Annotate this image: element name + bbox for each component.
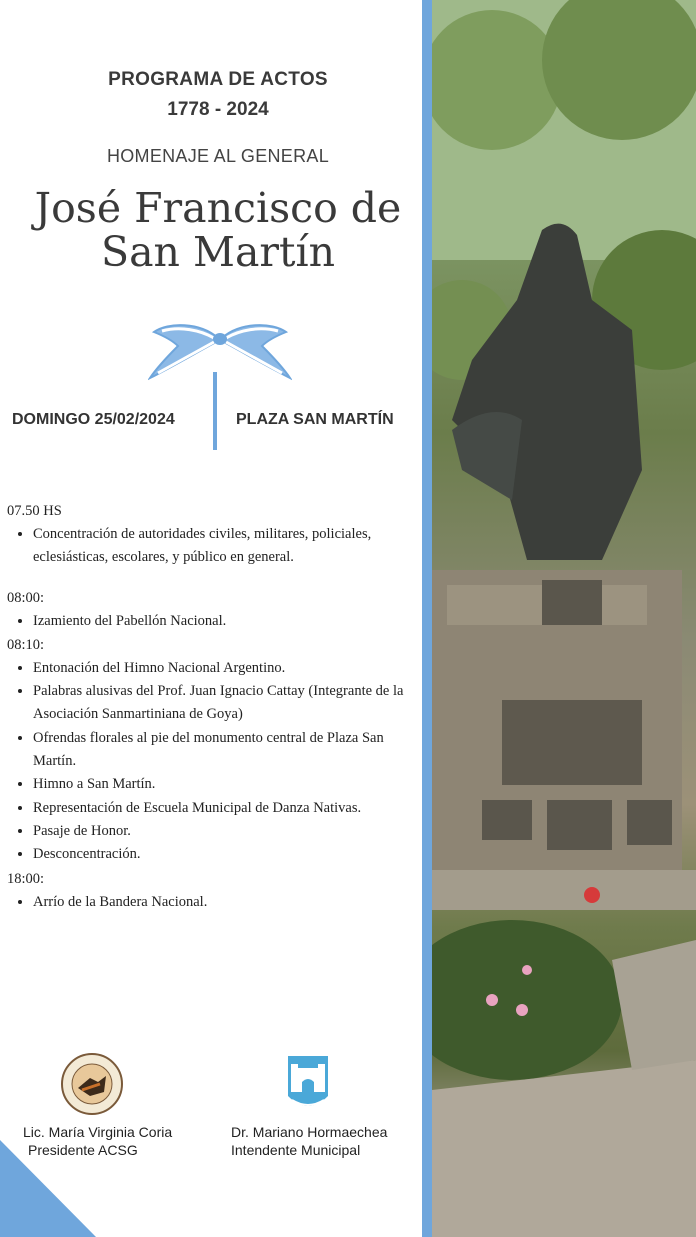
schedule-item: • Palabras alusivas del Prof. Juan Ignacio Cattay (Integrante de la Asociación Sanmartiniana de Goya) (33, 680, 417, 727)
schedule-time: 08:10: (7, 636, 45, 653)
schedule-item: • Entonación del Himno Nacional Argentino. (33, 657, 417, 680)
corner-accent (0, 1140, 96, 1237)
event-date: DOMINGO 25/02/2024 (12, 411, 175, 428)
homage-label: HOMENAJE AL GENERAL (106, 146, 330, 166)
schedule-item: • Izamiento del Pabellón Nacional. (33, 610, 417, 633)
signature-left-name: Lic. María Virginia Coria (23, 1124, 173, 1140)
schedule-item: • Himno a San Martín. (33, 773, 417, 796)
general-name (0, 186, 436, 274)
ribbon-divider (213, 372, 217, 450)
general-name-line1: José Francisco de (34, 184, 402, 232)
signature-right-role: Intendente Municipal (231, 1142, 361, 1158)
schedule-list (7, 891, 417, 914)
statue-photo-drawing (432, 0, 696, 1237)
schedule-item: • Ofrendas florales al pie del monumento central de Plaza San Martín. (33, 727, 417, 774)
signature-left-role: Presidente ACSG (28, 1142, 138, 1158)
schedule-list (7, 657, 417, 867)
acsg-logo-icon (60, 1052, 124, 1116)
event-place: PLAZA SAN MARTÍN (236, 411, 394, 428)
signature-right-name: Dr. Mariano Hormaechea (231, 1124, 388, 1140)
schedule-item: • Arrío de la Bandera Nacional. (33, 891, 417, 914)
schedule-item: • Representación de Escuela Municipal de Danza Nativas. (33, 797, 417, 820)
blue-stripe (422, 0, 432, 1237)
program-years: 1778 - 2024 (167, 99, 269, 120)
schedule-item: • Desconcentración. (33, 843, 417, 866)
program-title: PROGRAMA DE ACTOS (108, 69, 328, 90)
municipal-logo-icon (284, 1052, 332, 1118)
signature-right (231, 1123, 387, 1159)
schedule (7, 499, 417, 914)
schedule-item: • Pasaje de Honor. (33, 820, 417, 843)
general-name-line2: San Martín (101, 228, 335, 276)
schedule-time: 07.50 HS (7, 503, 62, 519)
schedule-list (7, 523, 417, 570)
schedule-time: 08:00: (7, 589, 45, 606)
schedule-list (7, 610, 417, 633)
schedule-time: 18:00: (7, 870, 45, 887)
schedule-item: • Concentración de autoridades civiles, militares, policiales, eclesiásticas, escolares, y público en general. (33, 523, 417, 570)
statue-photo (432, 0, 696, 1237)
ribbon-icon (148, 318, 292, 388)
